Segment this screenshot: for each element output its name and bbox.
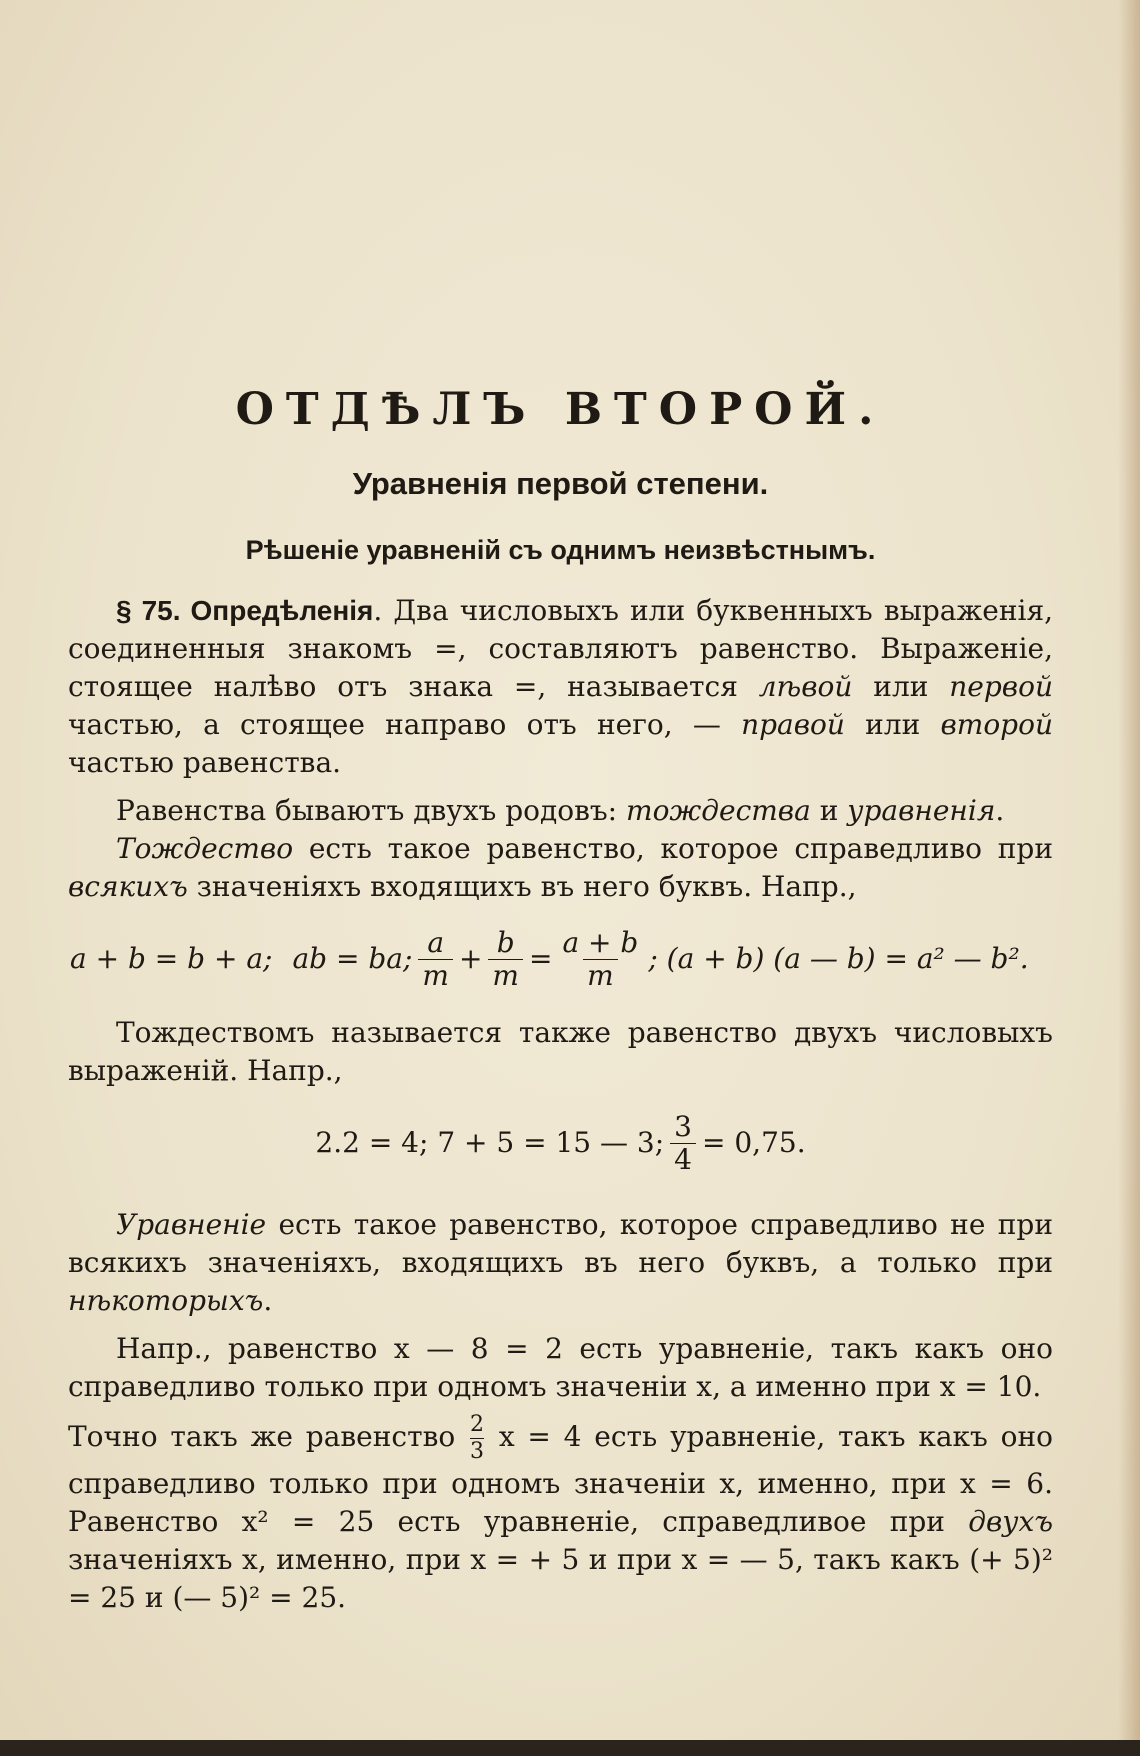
subchapter-title: Рѣшеніе уравненій съ однимъ неизвѣстнымъ.: [245, 535, 876, 565]
paragraph-identity: Тождество есть такое равенство, которое справедливо при всякихъ значеніяхъ входящихъ въ него буквъ. Напр.,: [68, 832, 1053, 903]
paragraph-label: § 75. Опредѣленія: [116, 595, 374, 626]
formula-identities: a + b = b + a; ab = ba; $\frac{a}{m}$ + $\frac{b}{m}$ = $\frac{a + b}{m}$ ; (a + b) (a — b) = a² — b².: [70, 925, 1029, 992]
chapter-title: Уравненія первой степени.: [352, 466, 769, 501]
fraction: $\frac{b}{m}$: [488, 927, 523, 992]
fraction: $\frac{3}{4}$: [670, 1111, 696, 1176]
section-title: ОТДѢЛЪ ВТОРОЙ.: [235, 384, 886, 435]
paragraph-definitions: § 75. Опредѣленія. Два числовыхъ или буквенныхъ выраженія, соединенныя знакомъ =, составляютъ равенство. Выраженіе, стоящее налѣво отъ знака =, называется лѣвой или первой частью, а стоящее направо отъ него, — правой или второй частью равенства.: [68, 594, 1054, 779]
paragraph-examples-cont: Точно такъ же равенство $\frac{2}{3}$ x = 4 есть уравненіе, такъ какъ оно справедливо только при одномъ значеніи x, именно, при x = 6. Равенство x² = 25 есть уравненіе, справедливое при двухъ значеніяхъ x, именно, при x = + 5 и при x = — 5, такъ какъ (+ 5)² = 25 и (— 5)² = 25.: [68, 1412, 1054, 1614]
paragraph-equation: Уравненіе есть такое равенство, которое справедливо не при всякихъ значеніяхъ, входящихъ въ него буквъ, а только при нѣкоторыхъ.: [68, 1208, 1053, 1317]
fraction: $\frac{a + b}{m}$: [562, 925, 639, 992]
page-edge-shadow: [1118, 0, 1140, 1756]
fraction: $\frac{a}{m}$: [418, 927, 453, 992]
formula-numeric: 2.2 = 4; 7 + 5 = 15 — 3; $\frac{3}{4}$ = 0,75.: [315, 1109, 806, 1176]
fraction: $\frac{2}{3}$: [470, 1412, 485, 1464]
page-content: [68, 360, 1053, 1617]
scan-bottom-edge: [0, 1740, 1140, 1756]
paragraph-kinds: Равенства бываютъ двухъ родовъ: тождества и уравненія.: [116, 794, 1005, 827]
paragraph-examples: Напр., равенство x — 8 = 2 есть уравненіе, такъ какъ оно справедливо только при одномъ значеніи x, а именно при x = 10.: [68, 1332, 1053, 1403]
paragraph-numeric-identity: Тождествомъ называется также равенство двухъ числовыхъ выраженій. Напр.,: [68, 1016, 1053, 1087]
